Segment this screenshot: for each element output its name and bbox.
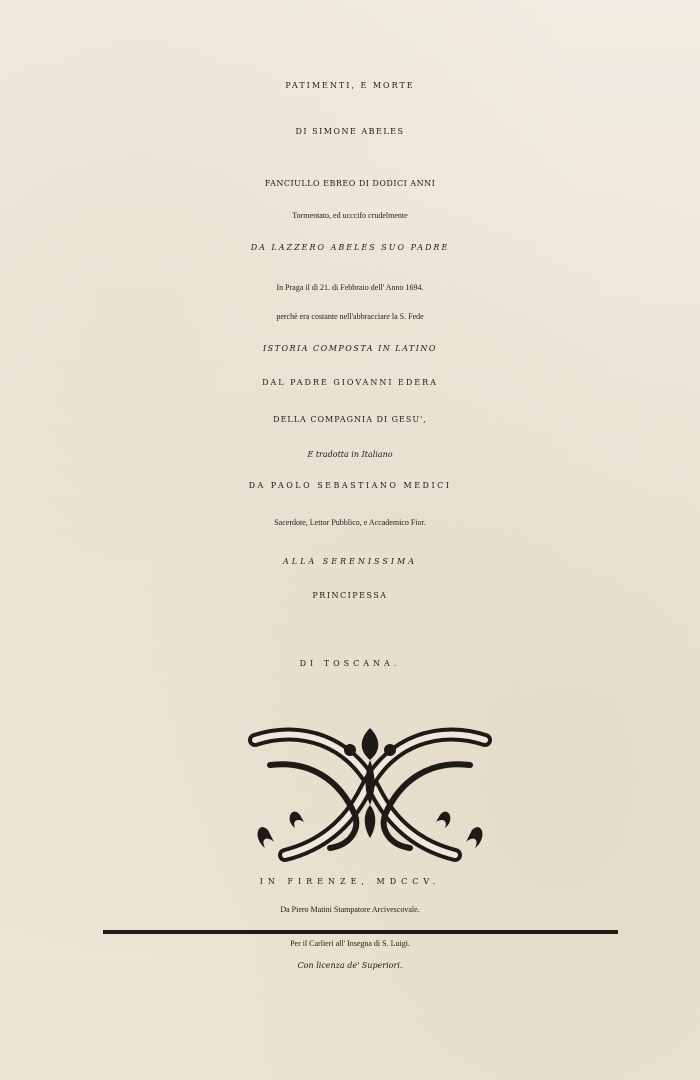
dedicatee-line: PRINCIPESSA bbox=[312, 591, 388, 600]
history-line: ISTORIA COMPOSTA IN LATINO bbox=[263, 344, 437, 353]
title-line-1: PATIMENTI, E MORTE bbox=[285, 81, 415, 90]
imprint-license: Con licenza de' Superiori. bbox=[297, 961, 403, 970]
society-line: DELLA COMPAGNIA DI GESU', bbox=[273, 415, 427, 424]
date-line: In Praga il dì 21. di Febbraio dell' Anno 1694. bbox=[276, 283, 424, 292]
description-line: Tormentato, ed ucccifo crudelmente bbox=[292, 211, 408, 220]
imprint-printer: Da Piero Matini Stampatore Arcivescovale. bbox=[280, 905, 420, 914]
father-line: DA LAZZERO ABELES SUO PADRE bbox=[250, 243, 450, 252]
dedicatee-region: DI TOSCANA. bbox=[299, 659, 401, 668]
translation-line: E tradotta in Italiano bbox=[307, 450, 393, 459]
translator-titles: Sacerdote, Lettor Pubblico, e Accademico Fior. bbox=[274, 518, 426, 527]
imprint-place-date: IN FIRENZE, MDCCV. bbox=[259, 877, 441, 886]
imprint-seller: Per il Carlieri all' Insegna di S. Luigi. bbox=[290, 939, 410, 948]
title-main: DI SIMONE ABELES bbox=[295, 127, 405, 136]
dedication-line: ALLA SERENISSIMA bbox=[282, 557, 417, 566]
author-line: DAL PADRE GIOVANNI EDERA bbox=[262, 378, 438, 387]
subtitle-line: FANCIULLO EBREO DI DODICI ANNI bbox=[264, 179, 436, 188]
imprint-divider bbox=[103, 930, 618, 934]
monogram-ornament-icon bbox=[240, 720, 500, 870]
translator-line: DA PAOLO SEBASTIANO MEDICI bbox=[248, 481, 452, 490]
reason-line: perchè era costante nell'abbracciare la S. Fede bbox=[276, 312, 424, 321]
